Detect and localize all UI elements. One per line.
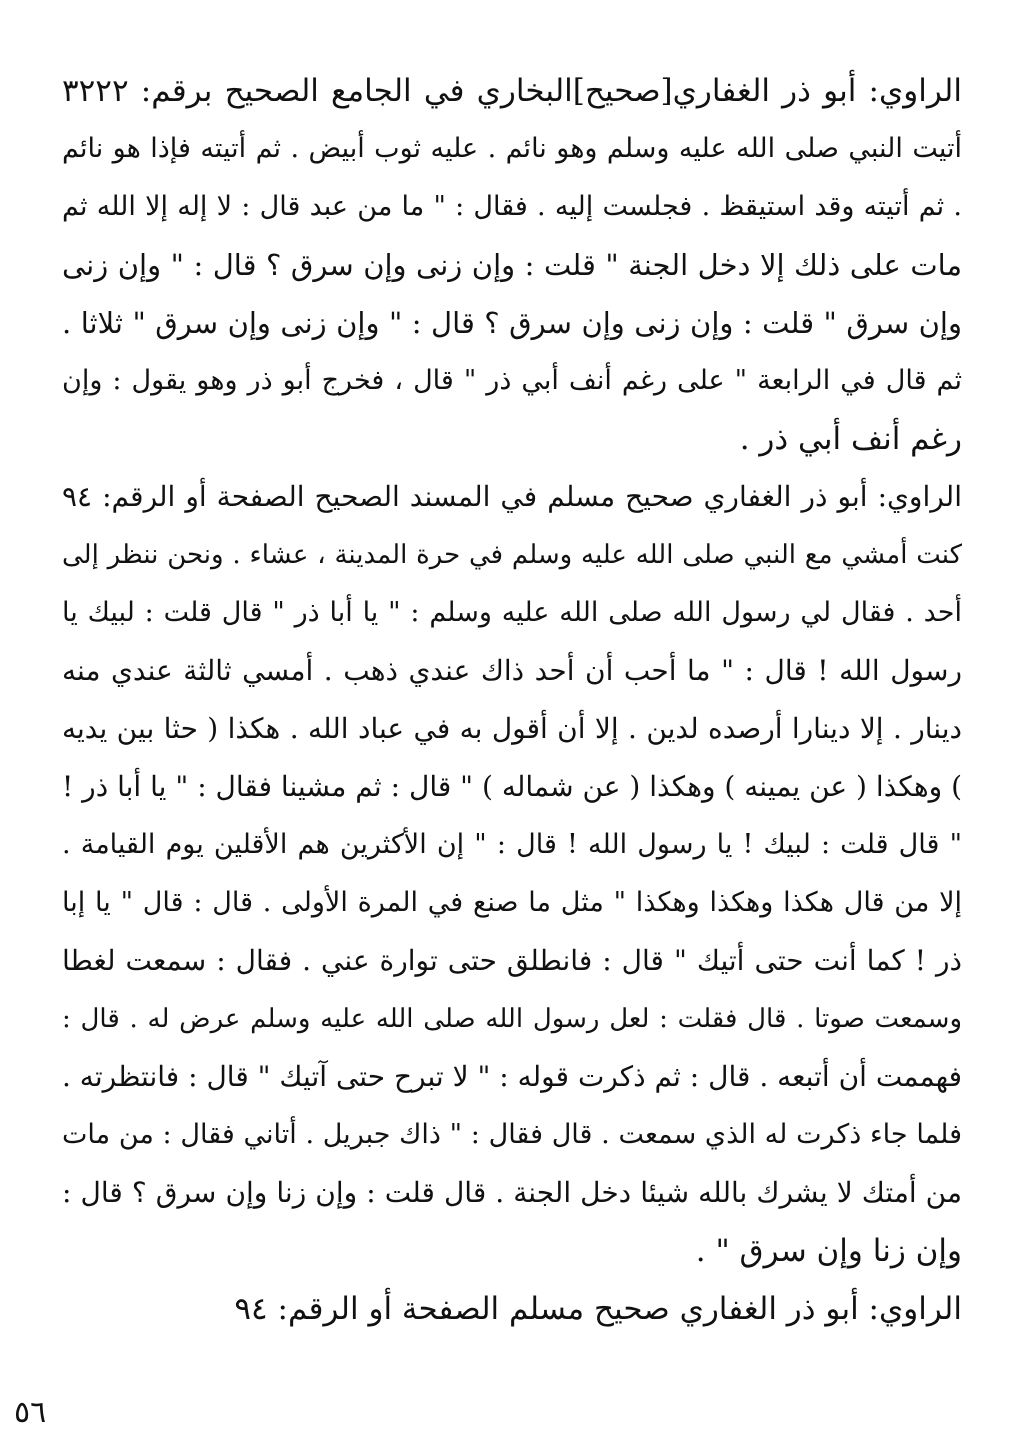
page-number: ٥٦ (14, 1395, 47, 1430)
text-line: فلما جاء ذكرت له الذي سمعت . قال فقال : " ذاك جبريل . أتاني فقال : من مات (62, 1119, 962, 1150)
page-text (62, 62, 962, 1338)
text-line: الراوي: أبو ذر الغفاري[صحيح]البخاري في الجامع الصحيح برقم: ٣٢٢٢ (62, 73, 962, 109)
text-line: " قال قلت : لبيك ! يا رسول الله ! قال : " إن الأكثرين هم الأقلين يوم القيامة . (62, 829, 962, 860)
text-line: ثم قال في الرابعة " على رغم أنف أبي ذر " قال ، فخرج أبو ذر وهو يقول : وإن (62, 365, 962, 396)
text-line: . ثم أتيته وقد استيقظ . فجلست إليه . فقال : " ما من عبد قال : لا إله إلا الله ثم (62, 191, 962, 222)
text-line: الراوي: أبو ذر الغفاري صحيح مسلم الصفحة أو الرقم: ٩٤ (234, 1291, 962, 1327)
text-line: الراوي: أبو ذر الغفاري صحيح مسلم في المسند الصحيح الصفحة أو الرقم: ٩٤ (62, 480, 962, 513)
text-line: وإن سرق " قلت : وإن زنى وإن سرق ؟ قال : " وإن زنى وإن سرق " ثلاثا . (62, 306, 962, 340)
text-line: وسمعت صوتا . قال فقلت : لعل رسول الله صلى الله عليه وسلم عرض له . قال : (62, 1004, 962, 1034)
text-line: رغم أنف أبي ذر . (739, 421, 962, 457)
text-line: وإن زنا وإن سرق " . (695, 1233, 962, 1269)
text-line: ذر ! كما أنت حتى أتيك " قال : فانطلق حتى توارة عني . فقال : سمعت لغطا (62, 944, 962, 977)
text-line: كنت أمشي مع النبي صلى الله عليه وسلم في حرة المدينة ، عشاء . ونحن ننظر إلى (62, 540, 962, 570)
text-line: أحد . فقال لي رسول الله صلى الله عليه وسلم : " يا أبا ذر " قال قلت : لبيك يا (62, 597, 962, 628)
text-line: فهممت أن أتبعه . قال : ثم ذكرت قوله : " لا تبرح حتى آتيك " قال : فانتظرته . (62, 1060, 962, 1093)
text-line: رسول الله ! قال : " ما أحب أن أحد ذاك عندي ذهب . أمسي ثالثة عندي منه (62, 654, 962, 687)
text-line: دينار . إلا دينارا أرصده لدين . إلا أن أقول به في عباد الله . هكذا ( حثا بين يديه (62, 712, 962, 745)
text-line: من أمتك لا يشرك بالله شيئا دخل الجنة . قال قلت : وإن زنا وإن سرق ؟ قال : (62, 1176, 962, 1209)
text-line: إلا من قال هكذا وهكذا وهكذا " مثل ما صنع في المرة الأولى . قال : قال " يا إبا (62, 887, 962, 918)
text-line: ) وهكذا ( عن يمينه ) وهكذا ( عن شماله ) " قال : ثم مشينا فقال : " يا أبا ذر ! (62, 770, 962, 803)
text-line: مات على ذلك إلا دخل الجنة " قلت : وإن زنى وإن سرق ؟ قال : " وإن زنى (62, 248, 962, 282)
text-line: أتيت النبي صلى الله عليه وسلم وهو نائم . عليه ثوب أبيض . ثم أتيته فإذا هو نائم (62, 133, 962, 164)
